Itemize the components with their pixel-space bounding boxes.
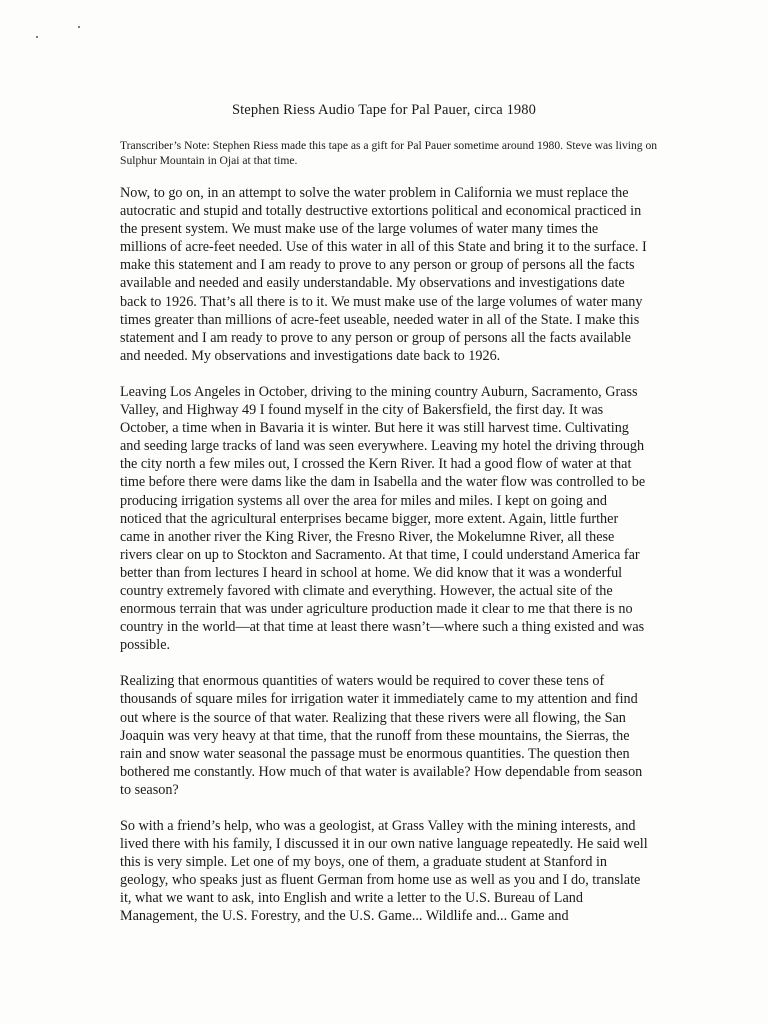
scan-speck — [36, 36, 38, 38]
scan-speck — [78, 26, 80, 28]
body-paragraph: Now, to go on, in an attempt to solve the water problem in California we must replace the autocratic and stupid and totally destructive extortions political and economical practiced in the present system. We must make use of the large volumes of water many times the millions of acre-feet needed. Use of this water in all of this State and bring it to the surface. I make this statement and I am ready to prove to any person or group of persons all the facts available and needed and easily understandable. My observations and investigations date back to 1926. That’s all there is to it. We must make use of the large volumes of water many times greater than millions of acre-feet useable, needed water in all of the State. I make this statement and I am ready to prove to any person or group of persons all the facts available and needed. My observations and investigations date back to 1926. — [120, 185, 647, 364]
document-body — [120, 184, 648, 944]
document-title: Stephen Riess Audio Tape for Pal Pauer, circa 1980 — [232, 102, 536, 118]
body-paragraph: Realizing that enormous quantities of waters would be required to cover these tens of thousands of square miles for irrigation water it immediately came to my attention and find out where is the source of that water. Realizing that these rivers were all flowing, the San Joaquin was very heavy at that time, that the runoff from these mountains, the Sierras, the rain and snow water seasonal the passage must be enormous quantities. The question then bothered me constantly. How much of that water is available? How dependable from season to season? — [120, 673, 643, 798]
transcriber-note: Transcriber’s Note: Stephen Riess made this tape as a gift for Pal Pauer sometime around 1980. Steve was living on Sulphur Mountain in Ojai at that time. — [120, 139, 658, 167]
body-paragraph: Leaving Los Angeles in October, driving to the mining country Auburn, Sacramento, Grass Valley, and Highway 49 I found myself in the city of Bakersfield, the first day. It was October, a time when in Bavaria it is winter. But here it was still harvest time. Cultivating and seeding large tracks of land was seen everywhere. Leaving my hotel the driving through the city north a few miles out, I crossed the Kern River. It had a good flow of water at that time before there were dams like the dam in Isabella and the water flow was controlled to be producing irrigation systems all over the area for miles and miles. I kept on going and noticed that the agricultural enterprises became bigger, more extent. Again, little further came in another river the King River, the Fresno River, the Mokelumne River, all these rivers clear on up to Stockton and Sacramento. At that time, I could understand America far better than from lectures I heard in school at home. We did know that it was a wonderful country extremely favored with climate and everything. However, the actual site of the enormous terrain that was under agriculture production made it clear to me that there is no country in the world—at that time at least there wasn’t—where such a thing existed and was possible. — [120, 383, 646, 654]
body-paragraph: So with a friend’s help, who was a geologist, at Grass Valley with the mining interests, and lived there with his family, I discussed it in our own native language repeatedly. He said well this is very simple. Let one of my boys, one of them, a graduate student at Stanford in geology, who speaks just as fluent German from home use as well as you and I do, translate it, what we want to ask, into English and write a letter to the U.S. Bureau of Land Management, the U.S. Forestry, and the U.S. Game... Wildlife and... Game and — [120, 818, 648, 925]
